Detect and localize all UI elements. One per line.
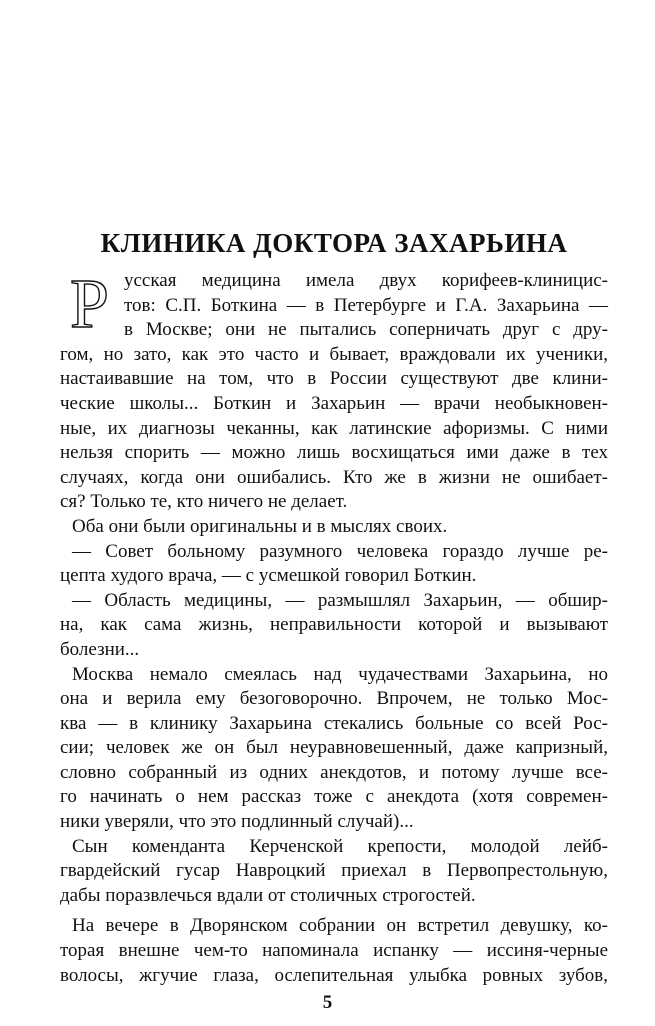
text-line: волосы, жгучие глаза, ослепительная улыбка ровных зубов, bbox=[60, 964, 608, 986]
text-line: ся? Только те, кто ничего не делает. bbox=[60, 491, 348, 513]
text-line: Москва немало смеялась над чудачествами Захарьина, но bbox=[72, 663, 608, 685]
text-line: случаях, когда они ошибались. Кто же в жизни не ошибает- bbox=[60, 466, 608, 488]
chapter-heading: КЛИНИКА ДОКТОРА ЗАХАРЬИНА bbox=[100, 228, 568, 258]
text-line: ква — в клинику Захарьина стекались больные со всей Рос- bbox=[60, 712, 608, 734]
text-line: в Москве; они не пытались соперничать друг с дру- bbox=[124, 319, 608, 341]
text-line: торая внешне чем-то напоминала испанку — иссиня-черные bbox=[60, 940, 608, 962]
text-line: усская медицина имела двух корифеев-клиницис- bbox=[124, 270, 608, 291]
text-line: она и верила ему безоговорочно. Впрочем, не только Мос- bbox=[60, 688, 608, 710]
body-text bbox=[60, 269, 608, 988]
text-line: болезни... bbox=[60, 638, 140, 660]
text-line: дабы поразвлечься вдали от столичных строгостей. bbox=[60, 884, 476, 906]
page-number: 5 bbox=[322, 992, 333, 1013]
text-line: гвардейский гусар Навроцкий приехал в Первопрестольную, bbox=[60, 860, 608, 882]
text-line: на, как сама жизнь, неправильности которой и вызывают bbox=[60, 614, 608, 636]
text-line: На вечере в Дворянском собрании он встретил девушку, ко- bbox=[72, 915, 608, 937]
svg-text:Р: Р bbox=[70, 271, 109, 331]
text-line: — Совет больному разумного человека гораздо лучше ре- bbox=[72, 540, 608, 562]
text-line: ческие школы... Боткин и Захарьин — врачи необыкновен- bbox=[60, 392, 608, 414]
text-line: го начинать о нем рассказ тоже с анекдота (хотя современ- bbox=[60, 786, 608, 808]
text-line: нельзя спорить — можно лишь восхищаться ими даже в тех bbox=[60, 442, 608, 464]
drop-cap-r-icon bbox=[70, 271, 120, 331]
text-line: сии; человек же он был неуравновешенный, даже капризный, bbox=[60, 737, 608, 759]
text-line: ные, их диагнозы чеканны, как латинские афоризмы. С ними bbox=[60, 417, 608, 439]
text-line: тов: С.П. Боткина — в Петербурге и Г.А. Захарьина — bbox=[124, 294, 608, 316]
text-line: Сын коменданта Керченской крепости, молодой лейб- bbox=[72, 835, 608, 857]
page-body bbox=[60, 228, 608, 988]
text-line: — Область медицины, — размышлял Захарьин, — обшир- bbox=[72, 589, 608, 611]
first-paragraph bbox=[60, 269, 608, 343]
text-line: цепта худого врача, — с усмешкой говорил Боткин. bbox=[60, 565, 477, 587]
text-line: Оба они были оригинальны и в мыслях своих. bbox=[72, 515, 448, 537]
text-line: гом, но зато, как это часто и бывает, враждовали их ученики, bbox=[60, 343, 608, 365]
text-line: ники уверяли, что это подлинный случай)... bbox=[60, 811, 414, 833]
text-line: настаивавшие на том, что в России существуют две клини- bbox=[60, 368, 608, 390]
text-line: словно собранный из одних анекдотов, и потому лучше все- bbox=[60, 761, 608, 783]
